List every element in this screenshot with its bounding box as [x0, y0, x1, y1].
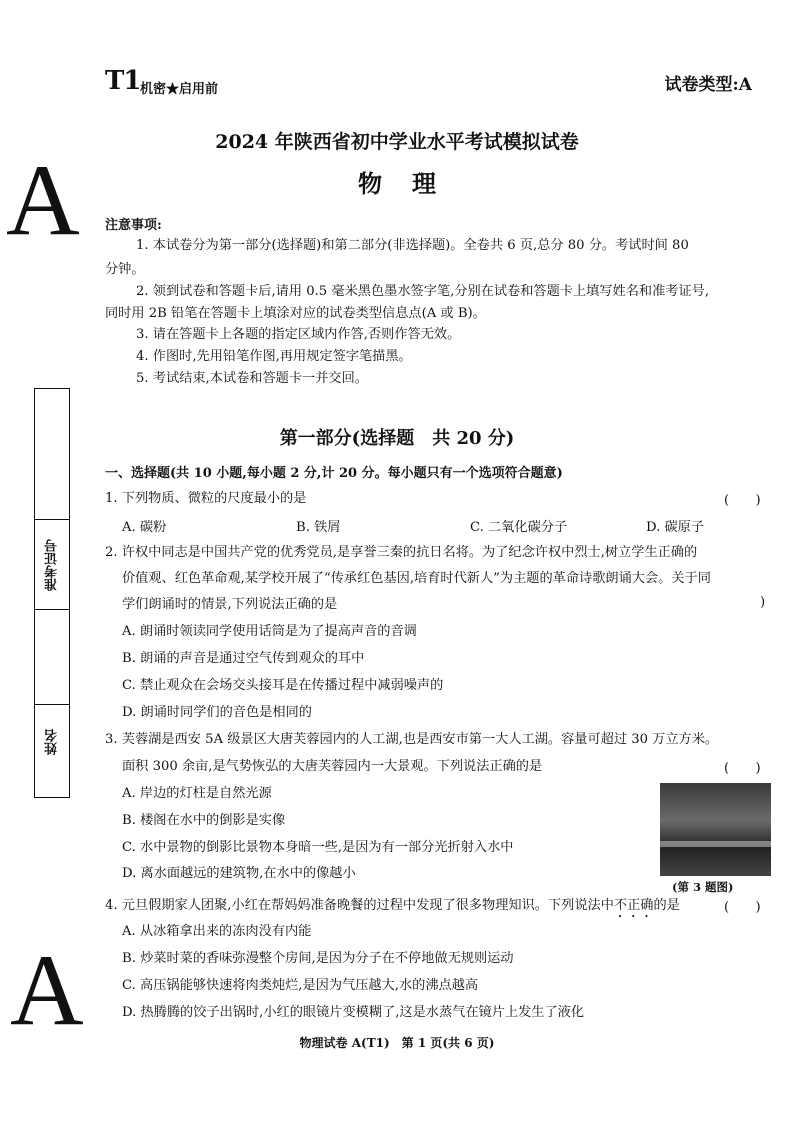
question-stem: 学们朗诵时的情景,下列说法正确的是: [122, 597, 338, 612]
notice-line: 5. 考试结束,本试卷和答题卡一并交回。: [136, 371, 368, 386]
part-one-title: 第一部分(选择题 共 20 分): [279, 428, 515, 449]
question-stem: 3. 芙蓉湖是西安 5A 级景区大唐芙蓉园内的人工湖,也是西安市第一大人工湖。容量可超过 30 万立方米。: [105, 732, 719, 747]
paper-code: T1: [105, 66, 141, 96]
exam-title: 2024 年陕西省初中学业水平考试模拟试卷: [215, 131, 579, 153]
option: A. 岸边的灯柱是自然光源: [122, 786, 272, 801]
subject-title: 物理: [358, 169, 466, 198]
question-stem: 价值观、红色革命观,某学校开展了“传承红色基因,培育时代新人”为主题的革命诗歌朗诵大会。关于同: [122, 571, 711, 586]
option: D. 朗诵时同学们的音色是相同的: [122, 705, 312, 720]
stem-text: 4. 元旦假期家人团聚,小红在帮妈妈准备晚餐的过程中发现了很多物理知识。下列说法中: [105, 898, 614, 913]
secret-label: 机密★启用前: [140, 82, 219, 97]
option: C. 高压锅能够快速将肉类炖烂,是因为气压越大,水的沸点越高: [122, 978, 479, 993]
notice-line: 1. 本试卷分为第一部分(选择题)和第二部分(非选择题)。全卷共 6 页,总分 80 分。考试时间 80: [136, 238, 689, 253]
paper-type: 试卷类型:A: [664, 75, 752, 95]
answer-bracket: ( ): [724, 493, 761, 508]
option: A. 朗诵时领读同学使用话筒是为了提高声音的音调: [122, 624, 417, 639]
option: C. 二氧化碳分子: [470, 520, 568, 535]
figure-caption: (第 3 题图): [672, 880, 734, 894]
paper-type-letter-bottom: A: [10, 934, 84, 1047]
option: D. 热腾腾的饺子出锅时,小红的眼镜片变模糊了,这是水蒸气在镜片上发生了液化: [122, 1005, 585, 1020]
question-stem: 1. 下列物质、微粒的尺度最小的是: [105, 491, 307, 506]
option: B. 铁屑: [296, 520, 341, 535]
option: C. 禁止观众在会场交头接耳是在传播过程中减弱噪声的: [122, 678, 444, 693]
option: A. 从冰箱拿出来的冻肉没有内能: [122, 924, 312, 939]
name-label: 姓名: [45, 729, 60, 755]
paper-type-letter-top: A: [6, 144, 80, 257]
option: D. 碳原子: [646, 520, 705, 535]
stub-divider: [35, 609, 69, 610]
answer-bracket: ( ): [724, 900, 761, 915]
stub-divider: [35, 704, 69, 705]
stem-text: 的是: [653, 898, 680, 913]
option: B. 朗诵的声音是通过空气传到观众的耳中: [122, 651, 365, 666]
question-stem: 2. 许权中同志是中国共产党的优秀党员,是享誉三秦的抗日名将。为了纪念许权中烈士,树立学生正确的: [105, 545, 698, 560]
notice-line: 2. 领到试卷和答题卡后,请用 0.5 毫米黑色墨水签字笔,分别在试卷和答题卡上填写姓名和准考证号,: [136, 284, 710, 299]
question-stem: 面积 300 余亩,是气势恢弘的大唐芙蓉园内一大景观。下列说法正确的是: [122, 759, 543, 774]
option: B. 楼阁在水中的倒影是实像: [122, 813, 286, 828]
option: D. 离水面越远的建筑物,在水中的像越小: [122, 866, 356, 881]
stub-divider: [35, 519, 69, 520]
option: B. 炒菜时菜的香味弥漫整个房间,是因为分子在不停地做无规则运动: [122, 951, 514, 966]
lake-night-photo: [660, 783, 771, 876]
admission-number-label: 准考证号: [45, 539, 60, 591]
notice-line: 同时用 2B 铅笔在答题卡上填涂对应的试卷类型信息点(A 或 B)。: [105, 306, 486, 321]
answer-bracket: ): [760, 595, 766, 610]
notice-line: 3. 请在答题卡上各题的指定区域内作答,否则作答无效。: [136, 327, 461, 342]
emphasized-text: 不正确: [613, 898, 654, 913]
notice-line: 分钟。: [105, 262, 145, 277]
page-footer: 物理试卷 A(T1) 第 1 页(共 6 页): [299, 1036, 495, 1050]
answer-bracket: ( ): [724, 761, 761, 776]
question-stem: [105, 896, 680, 921]
option: A. 碳粉: [122, 520, 167, 535]
notice-line: 4. 作图时,先用铅笔作图,再用规定签字笔描黑。: [136, 349, 412, 364]
notice-heading: 注意事项:: [105, 218, 162, 233]
section-heading: 一、选择题(共 10 小题,每小题 2 分,计 20 分。每小题只有一个选项符合题意): [105, 466, 563, 481]
option: C. 水中景物的倒影比景物本身暗一些,是因为有一部分光折射入水中: [122, 840, 514, 855]
